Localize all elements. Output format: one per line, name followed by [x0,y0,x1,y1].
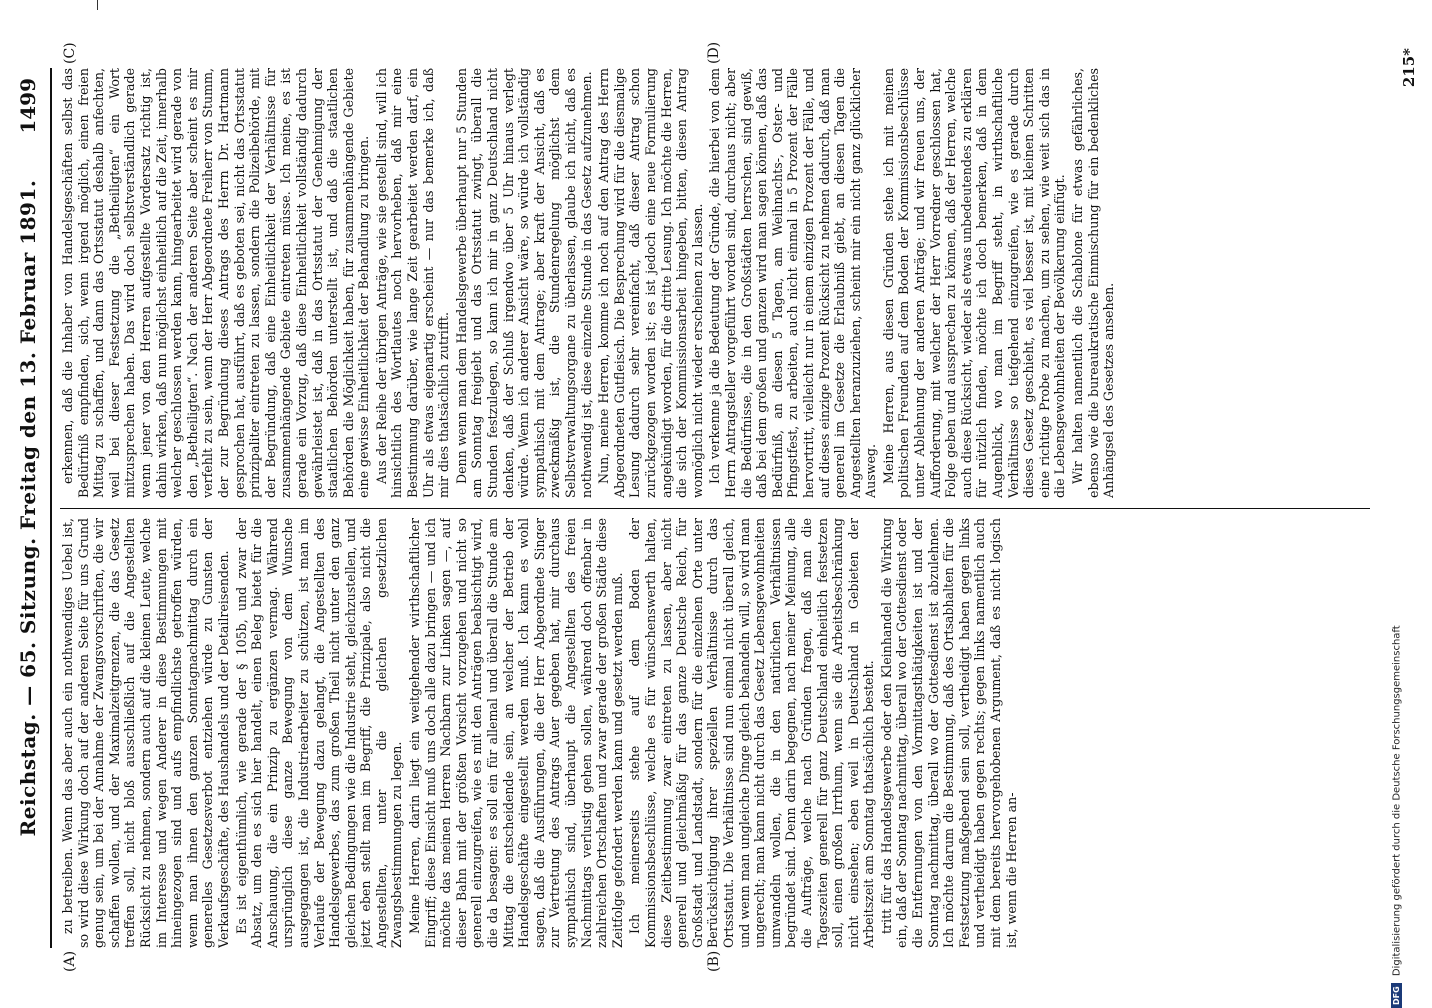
paragraph: Meine Herren, darin liegt ein weitgehender wirthschaftlicher Eingriff; diese Einsicht muß uns doch alle dazu bringen — und ich möchte das meinen Herren Nachbarn zur Linken sagen —, auf dieser Bahn mit der größten Vorsicht vorzugehen und nicht so generell einzugreifen, wie es mit den Anträgen beabsichtigt wird, die da besagen: es soll ein für allemal und überall die Stunde am Mittag die entscheidende sein, an welcher der Betrieb der Handelsgeschäfte eingestellt werden muß. Ich kann es wohl sagen, daß die Ausführungen, die der Herr Abgeordnete Singer zur Vertretung des Antrags Auer gegeben hat, mir durchaus sympathisch sind, überhaupt die Angestellten des freien Nachmittags verlustig gehen sollen, während doch offenbar in zahlreichen Ortschaften und zwar gerade der großen Städte diese Zeitfolge gefordert werden kann und gesetzt werden muß. [407,518,625,948]
margin-marker-b: (B) [706,950,722,972]
credit-text: Digitalisierung gefördert durch die Deutsche Forschungsgemeinschaft [1391,625,1402,977]
paragraph: Ich verkenne ja die Bedeutung der Gründe, die hierbei von dem Herrn Antragsteller vorgeführt worden sind, durchaus nicht; aber die Bedürfnisse, die in den Großstädten herrschen, sind gewiß, daß bei dem großen und ganzen wird man sagen können, daß das Bedürfniß, an diesen 5 Tagen, am Weihnachts-, Oster- und Pfingstfest, zu arbeiten, auch nicht einmal in 5 Prozent der Fälle hervortritt, vielleicht nur in einem einzigen Prozent der Fälle, und auf dieses einzige Prozent Rücksicht zu nehmen dadurch, daß man generell im Gesetze die Erlaubniß giebt, an diesen Tagen die Angestellten heranzuziehen, scheint mir ein nicht ganz glücklicher Ausweg. [707,68,879,498]
page-number: 1499 [16,78,40,134]
left-text-column [60,518,1370,948]
paragraph: Es ist eigenthümlich, wie gerade der § 105b, und zwar der Absatz, um den es sich hier handelt, einen Beleg bietet für die Anschauung, die ein Prinzip zu ergänzen vermag. Während ursprünglich diese ganze Bewegung von dem Wunsche ausgegangen ist, die Industriearbeiter zu schützen, ist man im Verlaufe der Bewegung dazu gelangt, die Angestellten des Handelsgewerbes, das zum großen Theil nicht unter den ganz gleichen Bedingungen wie die Industrie steht, gleichzustellen, und jetzt eben stellt man im Begriff, die Prinzipale, also nicht die Angestellten, unter die gleichen gesetzlichen Zwangsbestimmungen zu legen. [233,518,405,948]
paragraph: erkennen, daß die Inhaber von Handelsgeschäften selbst das Bedürfniß empfinden, sich, wenn irgend möglich, einen freien Mittag zu schaffen, und dann das Ortsstatut deshalb anfechten, weil bei dieser Festsetzung die „Betheiligten“ ein Wort mitzusprechen haben. Das wird doch selbstverständlich gerade wenn jener von den Herren aufgestellte Vordersatz richtig ist, dahin wirken, daß nun möglichst einheitlich auf die Zeit, innerhalb welcher geschlossen werden kann, hingearbeitet wird gerade von den „Betheiligten“. Nach der anderen Seite aber scheint es mir verfehlt zu sein, wenn der Herr Abgeordnete Freiherr von Stumm, der zur Begründung dieses Antrags des Herrn Dr. Hartmann gesprochen hat, ausführt, daß es geboten sei, nicht das Ortsstatut prinzipaliter eintreten zu lassen, sondern die Polizeibehörde, mit der Begründung, daß eine Einheitlichkeit der Verhältnisse für zusammenhängende Gebiete eintreten müsse. Ich meine, es ist gerade ein Vorzug, daß diese Einheitlichkeit vollständig dadurch gewährleistet ist, daß in das Ortsstatut der Genehmigung der staatlichen Behörden unterstellt ist, und daß die staatlichen Behörden die Möglichkeit haben, für zusammenhängende Gebiete eine gewisse Einheitlichkeit der Behandlung zu bringen. [60,68,372,498]
dfg-logo-icon: DFG [1391,983,1402,1008]
folio-signature: 215* [1400,48,1418,88]
right-text-column [60,68,1370,498]
margin-marker-a: (A) [62,950,78,972]
paragraph: Denn wenn man dem Handelsgewerbe überhaupt nur 5 Stunden am Sonntag freigiebt und das Ortsstatut zwingt, überall die Stunden festzulegen, so kann ich mir in ganz Deutschland nicht denken, daß der Schluß irgendwo über 5 Uhr hinaus verlegt würde. Wenn ich anderer Ansicht wäre, so würde ich vollständig sympathisch mit dem Antrage; aber kraft der Ansicht, daß es zweckmäßig ist, die Stundenregelung möglichst dem Selbstverwaltungsorgane zu überlassen, glaube ich nicht, daß es nothwendig ist, diese einzelne Stunde in das Gesetz aufzunehmen. [453,68,594,498]
page-title: Reichstag. — 65. Sitzung. Freitag den 13. Februar 1891. [16,179,40,837]
paragraph: Meine Herren, aus diesen Gründen stehe ich mit meinen politischen Freunden auf dem Boden der Kommissionsbeschlüsse unter Ablehnung der anderen Anträge; und wir freuen uns, der Aufforderung, mit welcher der Herr Vorredner geschlossen hat, Folge geben und aussprechen zu können, daß der Herren, welche auch diese Rücksicht, wieder als etwas unbedeutendes zu erklären für nützlich finden, möchte ich doch bemerken, daß in dem Augenblick, wo man im Begriff steht, in wirthschaftliche Verhältnisse so tiefgehend einzugreifen, wie es gerade durch dieses Gesetz geschieht, es viel besser ist, mit kleinen Schritten eine richtige Probe zu machen, um zu sehen, wie weit sich das in die Lebensgewohnheiten der Bevölkerung einfügt. [880,68,1068,498]
column-divider [60,508,1370,509]
paragraph: Wir halten namentlich die Schablone für etwas gefährliches, ebenso wie die bureaukratische Einmischung für ein bedenkliches Anhängsel des Gesetzes ansehen. [1070,68,1117,498]
page-header [8,68,48,948]
header-rule [50,68,52,948]
paragraph: Nun, meine Herren, komme ich noch auf den Antrag des Herrn Abgeordneten Gutfleisch. Die Besprechung wird für die diesmalige Lesung dadurch sehr vereinfacht, daß dieser Antrag schon zurückgezogen worden ist; es ist jedoch eine neue Formulierung angekündigt worden, für die dritte Lesung. Ich möchte die Herren, die sich der Kommissionsarbeit hingeben, bitten, diesen Antrag womöglich nicht wieder erscheinen zu lassen. [596,68,705,498]
paragraph: tritt für das Handelsgewerbe oder den Kleinhandel die Wirkung ein, daß der Sonntag nachmittag, überall wo der Gottesdienst oder die Entfernungen von den Vormittagsthätigkeiten ist und der Sonntag nachmittag, überall wo der Gottesdienst ist abzulehnen. Ich möchte darum die Bestimmung, daß des Ortsabhalten für die Festsetzung maßgebend sein soll, vertheidigt haben gegen links und vertheidigt haben gegen rechts; gegen links namentlich auch mit dem bereits hervorgehobenen Argument, daß es nicht logisch ist, wenn die Herren an- [878,518,1019,948]
digitization-credit [1391,625,1403,1008]
rotated-newspaper-page [8,8,1418,1008]
paragraph: Aus der Reihe der übrigen Anträge, wie sie gestellt sind, will ich hinsichtlich des Wortlautes noch hervorheben, daß mir eine Bestimmung darüber, wie lange Zeit gearbeitet werden darf, ein Uhr als etwas eigenartig erscheint — nur das bemerke ich, daß mir dies thatsächlich zutrifft. [373,68,452,498]
paragraph: Ich meinerseits stehe auf dem Boden der Kommissionsbeschlüsse, welche es für wünschenswerth halten, diese Zeitbestimmung zwar eintreten zu lassen, aber nicht generell und gleichmäßig für das ganze Deutsche Reich, für Großstadt und Landstadt, sondern für die einzelnen Orte unter Berücksichtigung ihrer speziellen Verhältnisse durch das Ortsstatut. Die Verhältnisse sind nun einmal nicht überall gleich, und wenn man ungleiche Dinge gleich behandeln will, so wird man ungerecht; man kann nicht durch das Gesetz Lebensgewohnheiten umwandeln wollen, die in den natürlichen Verhältnissen begründet sind. Denn darin begegnen, nach meiner Meinung, alle die Aufträge, welche nach Gründen fragen, daß man die Tageszeiten generell für ganz Deutschland einheitlich festsetzen soll, einen großen Irrthum, wenn sie die Arbeitsbeschränkung nicht einsehen; eben weil in Deutschland in Gebieten der Arbeitszeit am Sonntag thatsächlich besteht. [627,518,877,948]
margin-marker-d: (D) [706,41,722,64]
margin-marker-c: (C) [62,42,78,64]
paragraph: zu betreiben. Wenn das aber auch ein nothwendiges Uebel ist, so wird diese Wirkung doch auf der anderen Seite für uns Grund genug sein, um bei der Annahme der Zwangsvorschriften, die wir schaffen wollen, und der Maximalzeitgrenzen, die das Gesetz treffen soll, nicht bloß ausschließlich auf die Angestellten Rücksicht zu nehmen, sondern auch auf die kleinen Leute, welche im Interesse und wegen Anderer in diese Bestimmungen mit hineingezogen sind und aufs empfindlichste getroffen würden, wenn man ihnen den ganzen Sonntagnachmittag durch ein generelles Gesetzesverbot entziehen würde zu Gunsten der Verkaufsgeschäfte, des Haushandels und der Detailreisenden. [60,518,231,948]
